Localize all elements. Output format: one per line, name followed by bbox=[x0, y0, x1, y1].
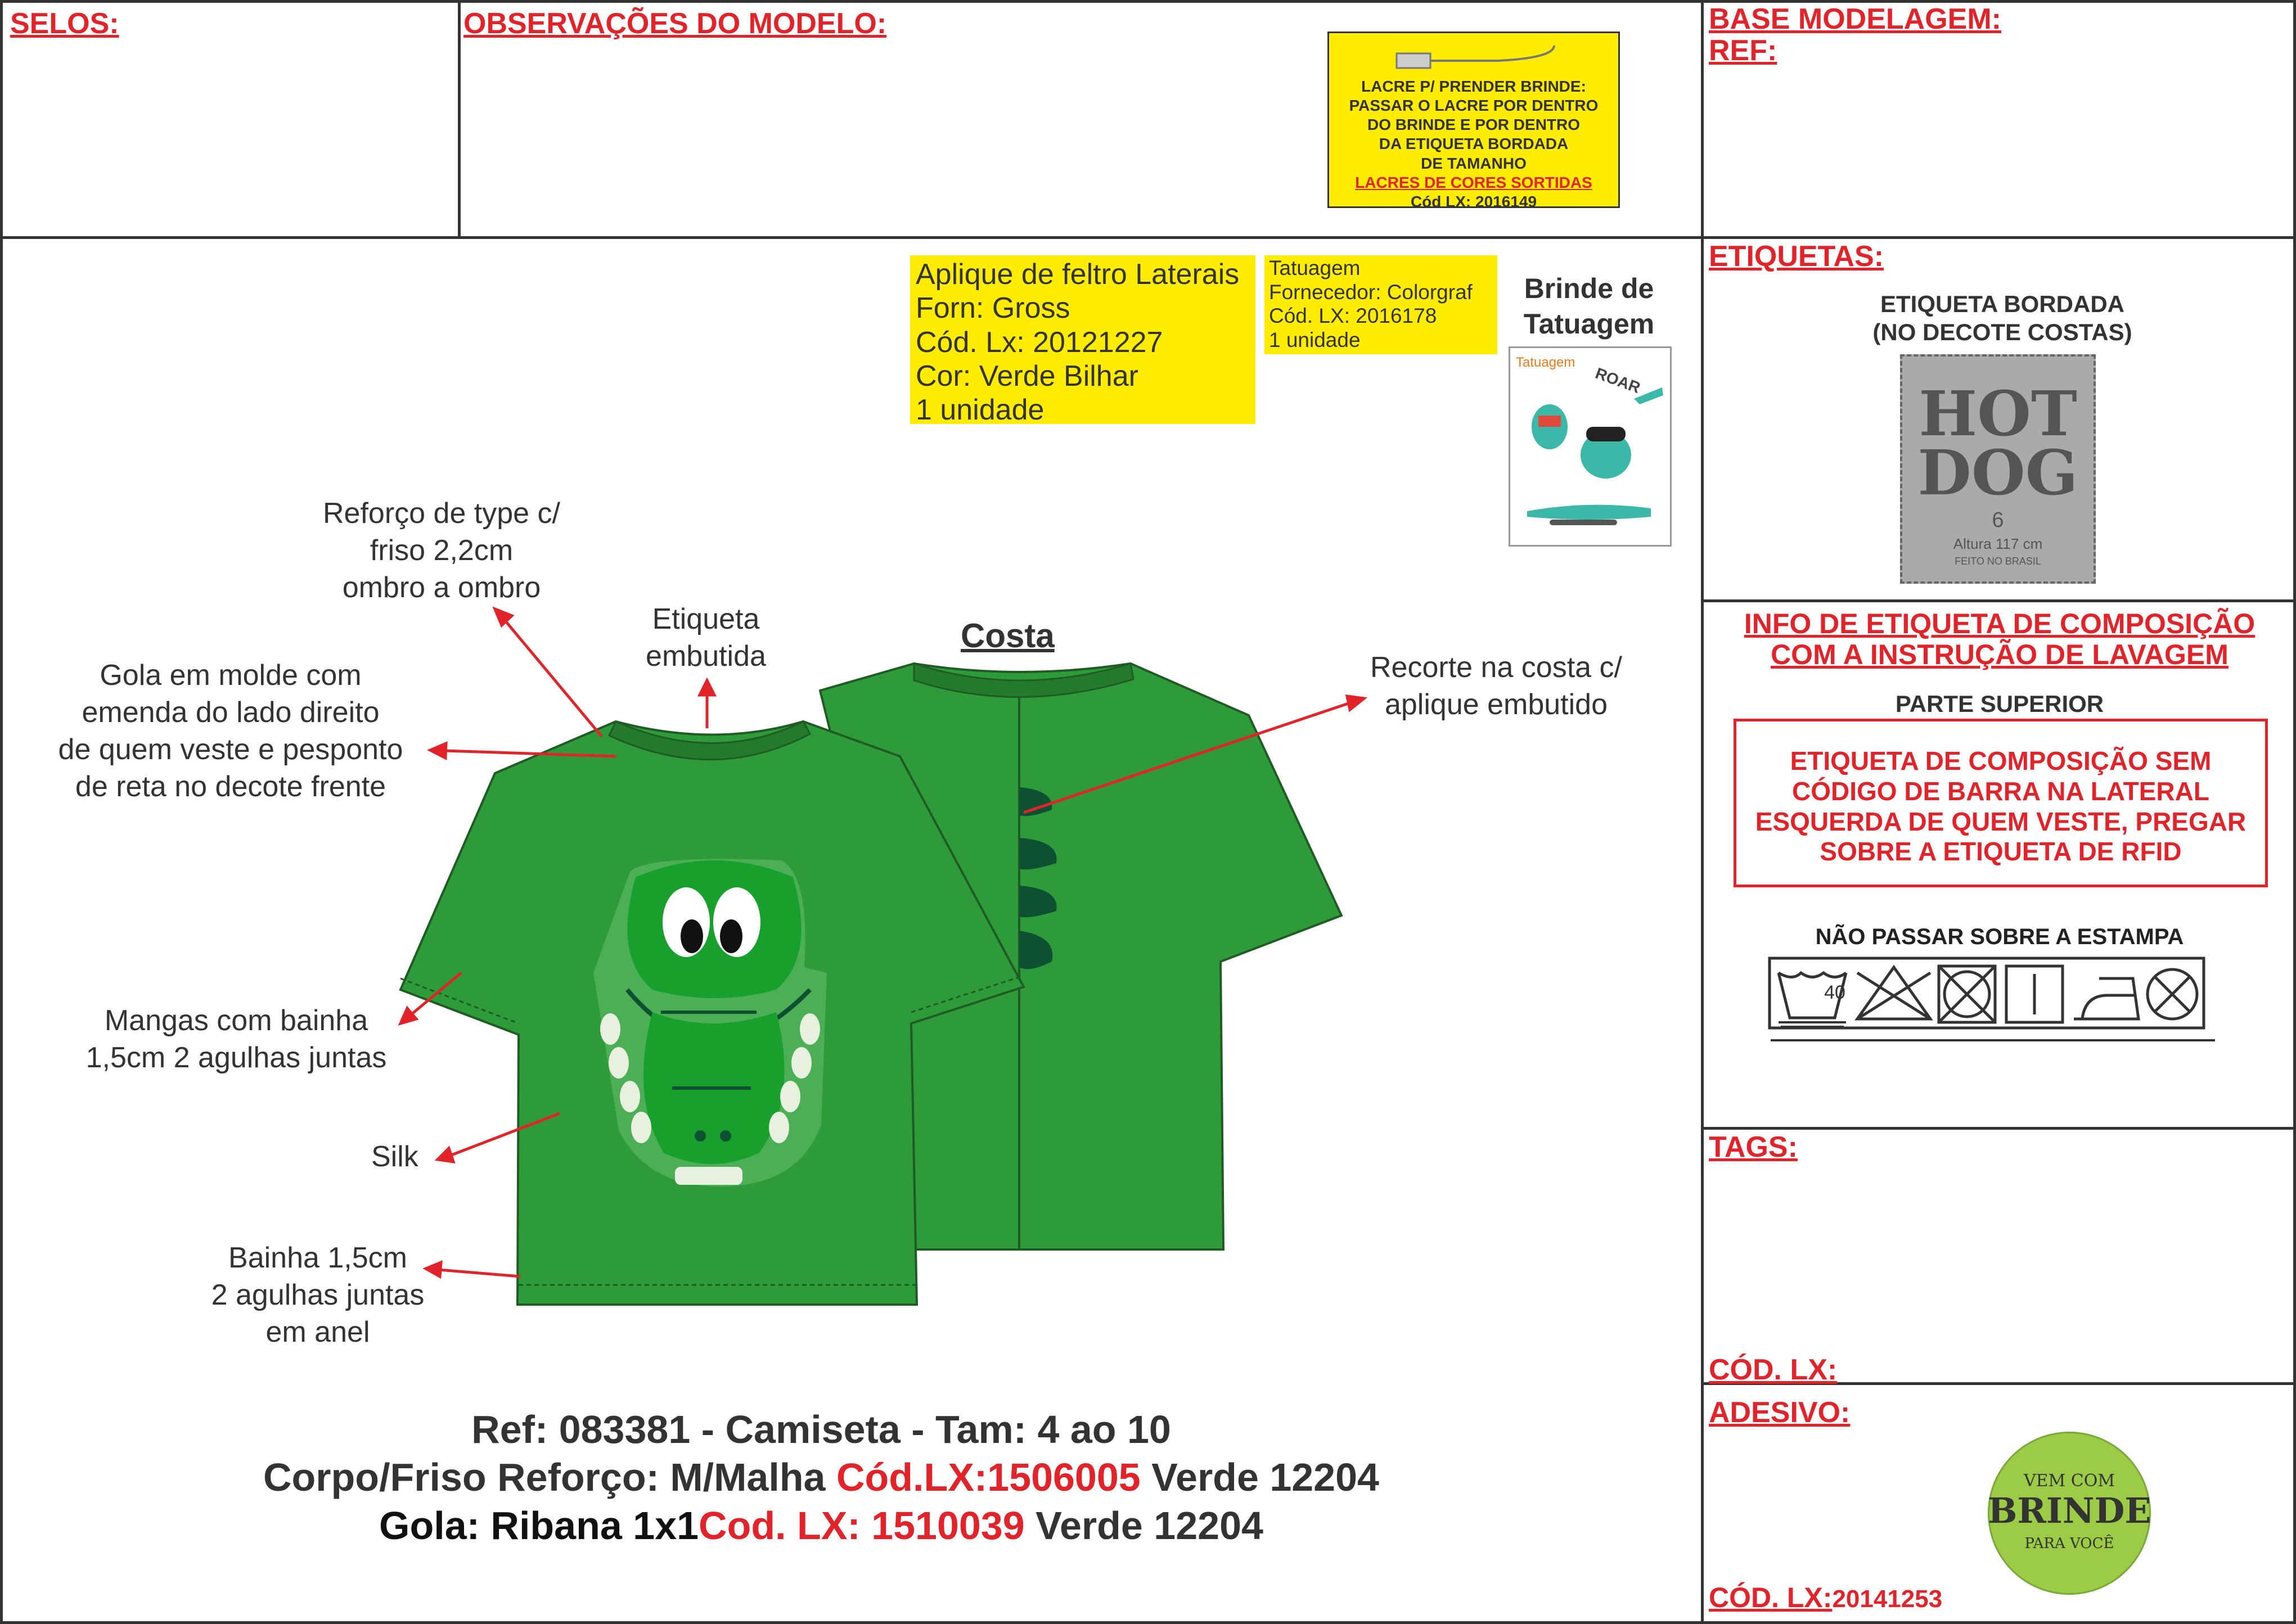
hot-dog-label bbox=[1900, 354, 2096, 584]
etiqueta-bordada-line2: (NO DECOTE COSTAS) bbox=[1872, 319, 2132, 346]
label-altura: Altura 117 cm bbox=[1953, 535, 2043, 552]
etiquetas-heading: ETIQUETAS: bbox=[1709, 240, 1884, 273]
divider-right-panel bbox=[1701, 0, 1704, 1624]
brinde-title-line2: Tatuagem bbox=[1523, 308, 1655, 340]
callout-etiqueta-line1: Etiqueta bbox=[652, 603, 760, 635]
wash-temp: 40 bbox=[1824, 982, 1845, 1003]
no-tumble-dry-icon bbox=[1939, 966, 1995, 1022]
divider-etiquetas bbox=[1702, 599, 2296, 602]
divider-info bbox=[1702, 1127, 2296, 1130]
summary-gola-label: Gola: Ribana 1x1 bbox=[379, 1503, 699, 1548]
adesivo-cod-label: CÓD. LX: bbox=[1709, 1582, 1833, 1613]
observacoes-heading: OBSERVAÇÕES DO MODELO: bbox=[463, 7, 887, 40]
callout-reforco-line2: friso 2,2cm bbox=[370, 534, 514, 567]
tatuagem-line1: Tatuagem bbox=[1269, 256, 1361, 279]
tattoo-roar: ROAR bbox=[1593, 364, 1643, 397]
tags-cod-lx: CÓD. LX: bbox=[1709, 1354, 1838, 1386]
label-logo-hot: HOT bbox=[1919, 377, 2077, 450]
sticker-top: VEM COM bbox=[2023, 1471, 2115, 1491]
lacre-line4: DA ETIQUETA BORDADA bbox=[1379, 135, 1569, 153]
summary-corpo-color: Verde 12204 bbox=[1140, 1455, 1379, 1500]
brinde-title-line1: Brinde de bbox=[1524, 273, 1654, 304]
composicao-line4: SOBRE A ETIQUETA DE RFID bbox=[1820, 837, 2182, 867]
aplique-line3: Cód. Lx: 20121227 bbox=[916, 326, 1163, 359]
summary-corpo-label: Corpo/Friso Reforço: M/Malha bbox=[263, 1455, 836, 1500]
adesivo-cod bbox=[1709, 1581, 1942, 1614]
selos-heading: SELOS: bbox=[10, 7, 119, 40]
tags-heading: TAGS: bbox=[1709, 1131, 1798, 1163]
label-size: 6 bbox=[1992, 508, 2004, 532]
callout-bainha bbox=[169, 1239, 467, 1351]
callout-recorte-line2: aplique embutido bbox=[1384, 688, 1608, 721]
aplique-line5: 1 unidade bbox=[916, 394, 1045, 427]
callout-recorte bbox=[1339, 649, 1654, 723]
adesivo-cod-value: 20141253 bbox=[1832, 1585, 1943, 1613]
sticker-bottom: PARA VOCÊ bbox=[2024, 1535, 2114, 1552]
tatuagem-line3: Cód. LX: 2016178 bbox=[1269, 304, 1437, 328]
iron-icon bbox=[2074, 978, 2139, 1019]
lacre-code: Cód LX: 2016149 bbox=[1410, 192, 1537, 210]
summary-ref: Ref: 083381 - Camiseta - Tam: 4 ao 10 bbox=[471, 1408, 1171, 1451]
etiqueta-bordada-line1: ETIQUETA BORDADA bbox=[1880, 291, 2124, 317]
callout-gola-line3: de quem veste e pesponto bbox=[58, 733, 403, 766]
callout-reforco-line1: Reforço de type c/ bbox=[323, 497, 560, 530]
ref-heading: REF: bbox=[1709, 34, 1777, 67]
composicao-line2: CÓDIGO DE BARRA NA LATERAL bbox=[1792, 776, 2209, 806]
care-underline bbox=[1771, 1039, 2215, 1041]
callout-gola-line1: Gola em molde com bbox=[100, 659, 362, 692]
callout-reforco-line3: ombro a ombro bbox=[342, 571, 541, 605]
adesivo-heading: ADESIVO: bbox=[1709, 1396, 1851, 1429]
composicao-line1: ETIQUETA DE COMPOSIÇÃO SEM bbox=[1790, 746, 2212, 775]
callout-silk: Silk bbox=[371, 1140, 418, 1173]
brinde-sticker bbox=[1988, 1432, 2151, 1595]
composicao-line3: ESQUERDA DE QUEM VESTE, PREGAR bbox=[1755, 806, 2247, 836]
tatuagem-line4: 1 unidade bbox=[1269, 328, 1361, 351]
tattoo-card-label: Tatuagem bbox=[1516, 355, 1575, 370]
border-bottom bbox=[0, 1621, 2296, 1624]
summary-corpo-code: Cód.LX:1506005 bbox=[836, 1455, 1141, 1500]
lacre-line6: LACRES DE CORES SORTIDAS bbox=[1355, 173, 1592, 191]
info-composicao-line1: INFO DE ETIQUETA DE COMPOSIÇÃO bbox=[1744, 608, 2256, 639]
lacre-line5: DE TAMANHO bbox=[1421, 154, 1527, 172]
summary-corpo bbox=[0, 1454, 1642, 1501]
aplique-line1: Aplique de feltro Laterais bbox=[916, 258, 1240, 291]
product-summary bbox=[0, 1406, 1642, 1550]
lacre-line3: DO BRINDE E POR DENTRO bbox=[1367, 116, 1581, 134]
lacre-line2: PASSAR O LACRE POR DENTRO bbox=[1349, 97, 1599, 115]
callout-reforco bbox=[281, 495, 602, 606]
composicao-box bbox=[1734, 719, 2268, 887]
summary-gola bbox=[0, 1502, 1642, 1550]
callout-bainha-line3: em anel bbox=[265, 1316, 370, 1349]
line-dry-icon bbox=[2006, 966, 2063, 1022]
callout-recorte-line1: Recorte na costa c/ bbox=[1370, 651, 1622, 684]
no-dry-clean-icon bbox=[2148, 969, 2197, 1019]
callout-mangas-line1: Mangas com bainha bbox=[104, 1004, 368, 1037]
tatuagem-line2: Fornecedor: Colorgraf bbox=[1269, 280, 1473, 304]
sticker-main: BRINDE bbox=[1988, 1490, 2151, 1531]
aplique-line2: Forn: Gross bbox=[916, 292, 1070, 325]
label-feito: FEITO NO BRASIL bbox=[1955, 556, 2041, 567]
aplique-line4: Cor: Verde Bilhar bbox=[916, 359, 1138, 393]
label-logo-dog: DOG bbox=[1917, 436, 2078, 509]
costa-label: Costa bbox=[961, 617, 1055, 655]
info-composicao-heading bbox=[1704, 608, 2295, 670]
summary-gola-color: Verde 12204 bbox=[1024, 1503, 1263, 1548]
base-modelagem-heading: BASE MODELAGEM: bbox=[1709, 3, 2001, 35]
callout-etiqueta-embutida bbox=[619, 601, 793, 675]
callout-bainha-line1: Bainha 1,5cm bbox=[228, 1242, 407, 1274]
lacre-line1: LACRE P/ PRENDER BRINDE: bbox=[1361, 78, 1586, 95]
parte-superior: PARTE SUPERIOR bbox=[1895, 691, 2104, 717]
callout-etiqueta-line2: embutida bbox=[646, 640, 766, 673]
callout-gola-line4: de reta no decote frente bbox=[75, 770, 386, 804]
no-bleach-icon bbox=[1857, 967, 1930, 1019]
callout-gola bbox=[22, 657, 439, 805]
callout-bainha-line2: 2 agulhas juntas bbox=[211, 1279, 425, 1312]
nao-passar: NÃO PASSAR SOBRE A ESTAMPA bbox=[1815, 924, 2184, 949]
border-right bbox=[2293, 0, 2296, 1624]
info-composicao-line2: COM A INSTRUÇÃO DE LAVAGEM bbox=[1771, 639, 2229, 670]
callout-mangas-line2: 1,5cm 2 agulhas juntas bbox=[85, 1041, 387, 1075]
callout-mangas bbox=[56, 1002, 416, 1076]
summary-gola-code: Cod. LX: 1510039 bbox=[699, 1503, 1025, 1548]
etiqueta-bordada-caption bbox=[1828, 290, 2177, 347]
callout-gola-line2: emenda do lado direito bbox=[82, 696, 380, 729]
